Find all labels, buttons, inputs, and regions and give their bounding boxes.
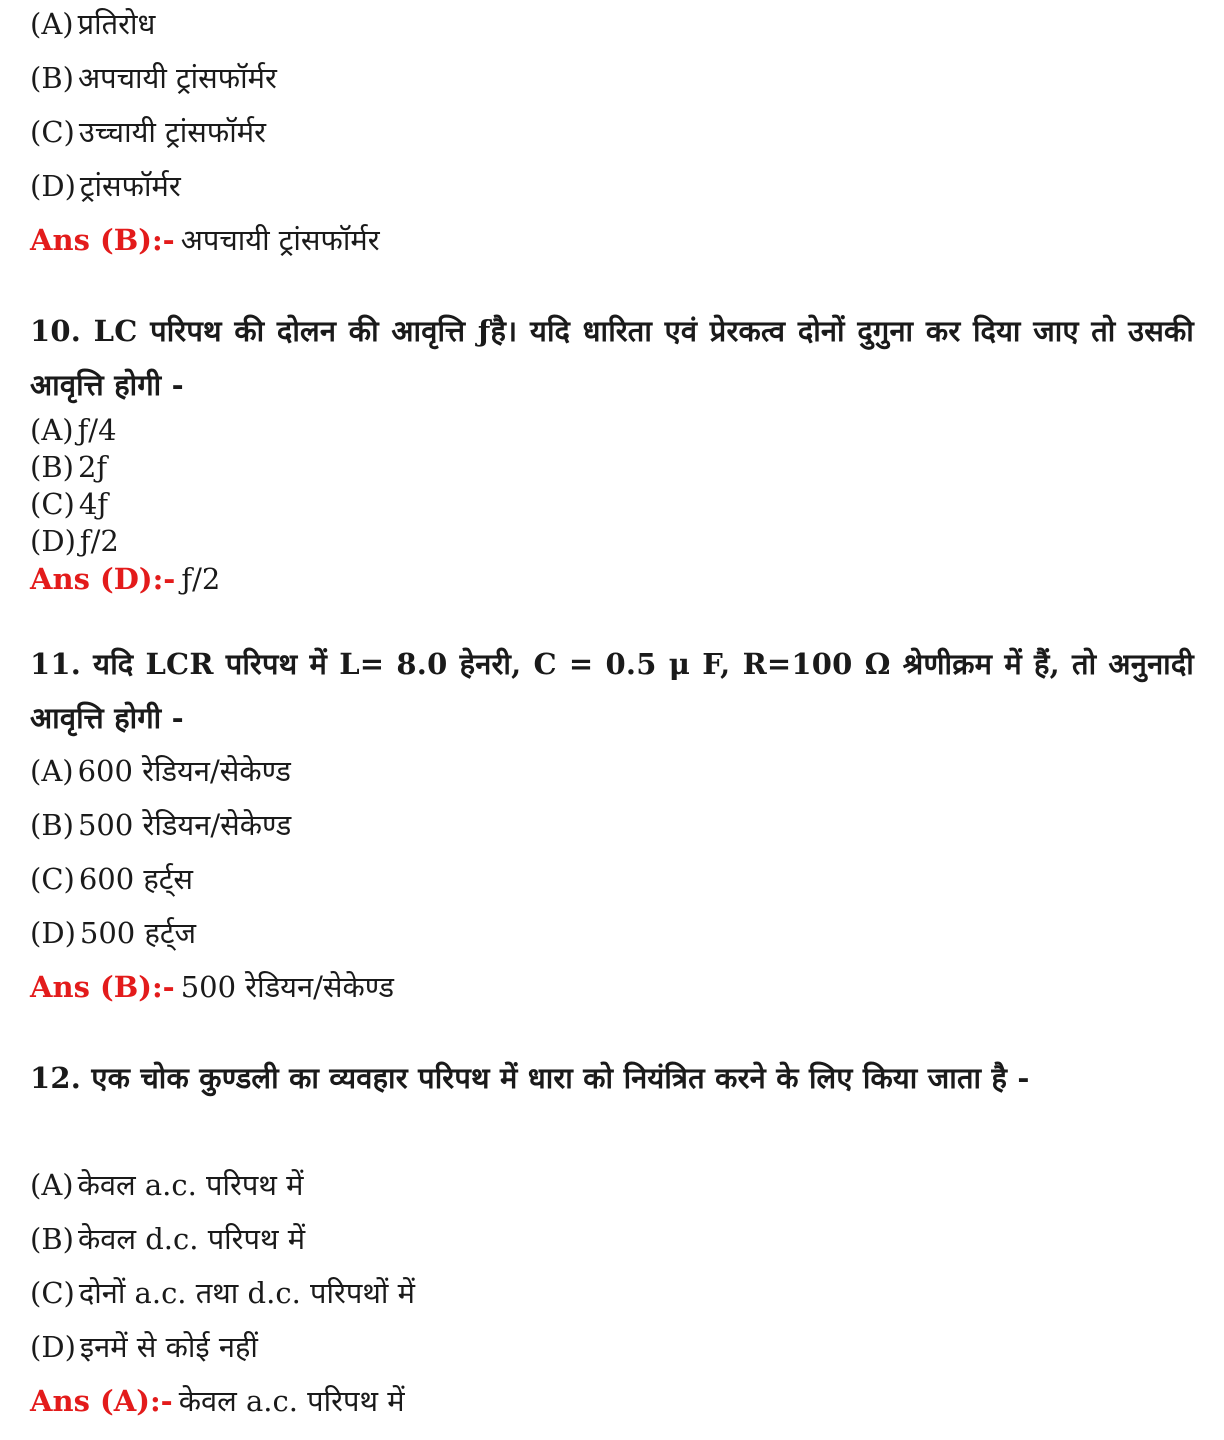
option-label: (D)	[30, 1330, 76, 1364]
option-item	[30, 112, 266, 152]
option-text: प्रतिरोध	[77, 7, 156, 41]
option-item	[30, 4, 155, 44]
option-text: ƒ/4	[77, 413, 117, 447]
option-text: ट्रांसफॉर्मर	[79, 169, 181, 203]
option-item	[30, 913, 196, 953]
question-10: 10. LC परिपथ की दोलन की आवृत्ति ƒहै। यदि धारिता एवं प्रेरकत्व दोनों दुगुना कर दिया जाए तो उसकी आवृत्ति होगी -	[30, 314, 1194, 402]
option-item	[30, 484, 108, 524]
option-label: (D)	[30, 524, 76, 558]
option-label: (C)	[30, 862, 75, 896]
answer-text: 500 रेडियन/सेकेण्ड	[180, 970, 395, 1004]
option-item	[30, 1219, 305, 1259]
option-label: (D)	[30, 916, 76, 950]
question-11: 11. यदि LCR परिपथ में L= 8.0 हेनरी, C = 0.5 μ F, R=100 Ω श्रेणीक्रम में हैं, तो अनुनादी आवृत्ति होगी -	[30, 647, 1194, 735]
option-text: 2ƒ	[77, 450, 108, 484]
answer-text: ƒ/2	[181, 562, 221, 596]
option-item	[30, 447, 107, 487]
option-item	[30, 805, 291, 845]
option-label: (B)	[30, 808, 74, 842]
option-text: केवल a.c. परिपथ में	[77, 1168, 304, 1202]
option-label: (A)	[30, 7, 74, 41]
option-label: (C)	[30, 115, 75, 149]
option-label: (A)	[30, 1168, 74, 1202]
option-text: 500 रेडियन/सेकेण्ड	[77, 808, 292, 842]
answer-text: अपचायी ट्रांसफॉर्मर	[180, 223, 380, 257]
option-item	[30, 1327, 258, 1367]
answer-line	[30, 220, 380, 260]
option-item	[30, 859, 193, 899]
option-item	[30, 410, 117, 450]
option-item	[30, 58, 277, 98]
option-label: (A)	[30, 413, 74, 447]
option-item	[30, 751, 291, 791]
option-text: उच्चायी ट्रांसफॉर्मर	[78, 115, 266, 149]
option-text: 4ƒ	[78, 487, 109, 521]
answer-line	[30, 967, 394, 1007]
option-item	[30, 521, 119, 561]
option-text: इनमें से कोई नहीं	[79, 1330, 258, 1364]
option-label: (B)	[30, 1222, 74, 1256]
option-label: (B)	[30, 61, 74, 95]
answer-label: Ans (D):-	[30, 562, 176, 596]
option-text: 600 रेडियन/सेकेण्ड	[77, 754, 291, 788]
option-text: 600 हर्ट्स	[78, 862, 194, 896]
option-label: (C)	[30, 1276, 75, 1310]
option-item	[30, 1165, 303, 1205]
answer-line	[30, 559, 220, 599]
option-label: (B)	[30, 450, 74, 484]
answer-text: केवल a.c. परिपथ में	[178, 1384, 405, 1418]
answer-label: Ans (A):-	[30, 1384, 173, 1418]
option-item	[30, 166, 181, 206]
option-text: केवल d.c. परिपथ में	[77, 1222, 306, 1256]
option-text: अपचायी ट्रांसफॉर्मर	[77, 61, 277, 95]
option-item	[30, 1273, 415, 1313]
option-text: 500 हर्ट्ज	[79, 916, 196, 950]
option-label: (C)	[30, 487, 75, 521]
option-label: (D)	[30, 169, 76, 203]
answer-label: Ans (B):-	[30, 223, 175, 257]
answer-line	[30, 1381, 405, 1421]
question-12: 12. एक चोक कुण्डली का व्यवहार परिपथ में धारा को नियंत्रित करने के लिए किया जाता है -	[30, 1061, 1030, 1095]
option-label: (A)	[30, 754, 74, 788]
option-text: दोनों a.c. तथा d.c. परिपथों में	[78, 1276, 415, 1310]
answer-label: Ans (B):-	[30, 970, 175, 1004]
option-text: ƒ/2	[79, 524, 119, 558]
